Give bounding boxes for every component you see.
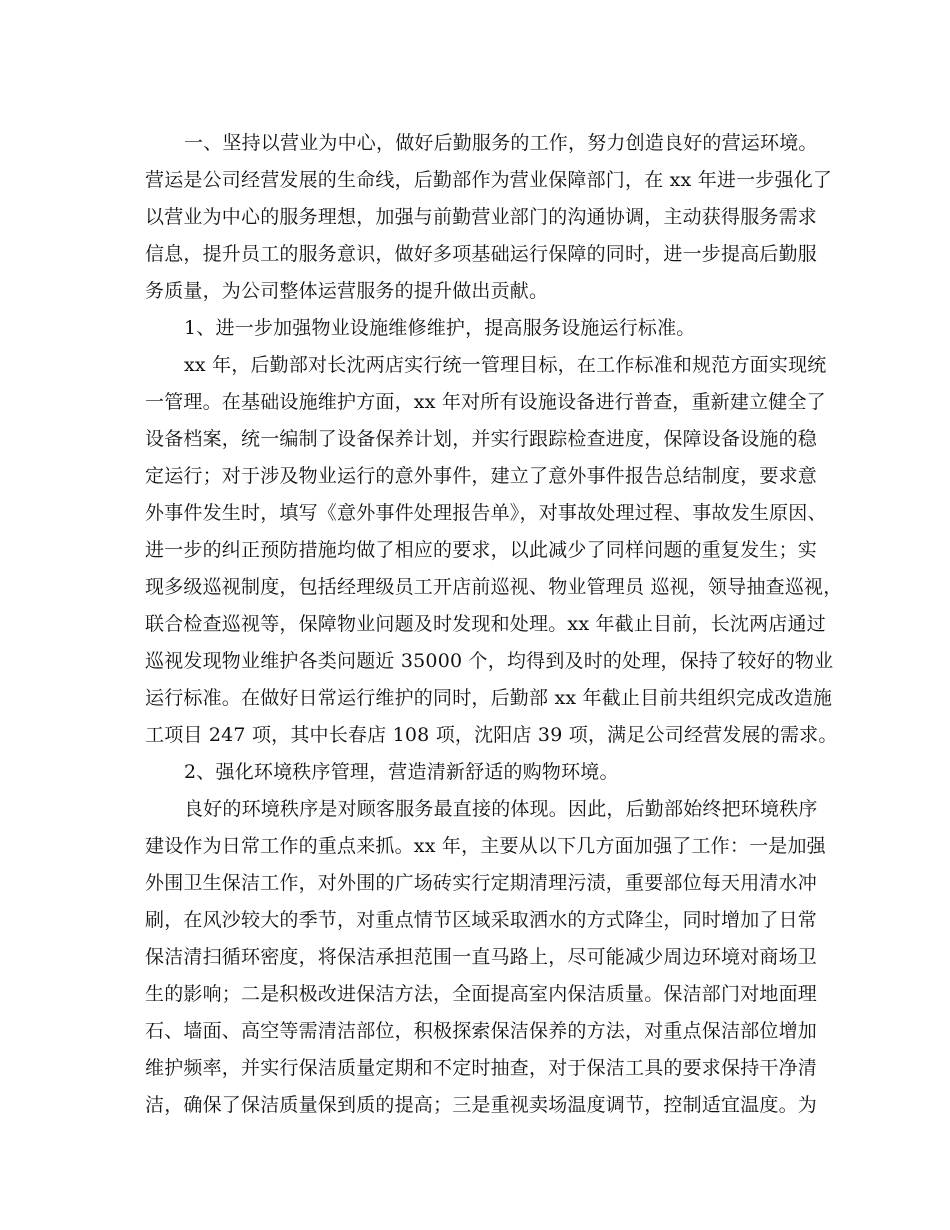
text-line: 外围卫生保洁工作，对外围的广场砖实行定期清理污渍，重要部位每天用清水冲 bbox=[145, 872, 818, 894]
text-line: 一管理。在基础设施维护方面，xx 年对所有设施设备进行普查，重新建立健全了 bbox=[145, 391, 826, 413]
text-line: 石、墙面、高空等需清洁部位，积极探索保洁保养的方法，对重点保洁部位增加 bbox=[145, 1020, 818, 1042]
text-line: 联合检查巡视等，保障物业问题及时发现和处理。xx 年截止目前，长沈两店通过 bbox=[145, 613, 826, 635]
text-line: 良好的环境秩序是对顾客服务最直接的体现。因此，后勤部始终把环境秩序 bbox=[184, 798, 818, 820]
section-heading-1: 1、进一步加强物业设施维修维护，提高服务设施运行标准。 bbox=[184, 317, 696, 339]
text-line: 运行标准。在做好日常运行维护的同时，后勤部 xx 年截止目前共组织完成改造施 bbox=[145, 687, 833, 709]
text-line: 建设作为日常工作的重点来抓。xx 年，主要从以下几方面加强了工作：一是加强 bbox=[145, 835, 826, 857]
text-line: xx 年，后勤部对长沈两店实行统一管理目标，在工作标准和规范方面实现统 bbox=[184, 354, 827, 376]
text-line: 进一步的纠正预防措施均做了相应的要求，以此减少了同样问题的重复发生；实 bbox=[145, 539, 818, 561]
paragraph-heading-1: 一、坚持以营业为中心，做好后勤服务的工作，努力创造良好的营运环境。 bbox=[184, 132, 818, 154]
text-line: 刷，在风沙较大的季节，对重点情节区域采取洒水的方式降尘，同时增加了日常 bbox=[145, 909, 818, 931]
text-line: 以营业为中心的服务理想，加强与前勤营业部门的沟通协调，主动获得服务需求 bbox=[145, 206, 818, 228]
section-heading-2: 2、强化环境秩序管理，营造清新舒适的购物环境。 bbox=[184, 761, 619, 783]
text-line: 设备档案，统一编制了设备保养计划，并实行跟踪检查进度，保障设备设施的稳 bbox=[145, 428, 818, 450]
text-line: 营运是公司经营发展的生命线，后勤部作为营业保障部门，在 xx 年进一步强化了 bbox=[145, 169, 833, 191]
text-line: 维护频率，并实行保洁质量定期和不定时抽查，对于保洁工具的要求保持干净清 bbox=[145, 1057, 818, 1079]
text-line: 生的影响；二是积极改进保洁方法，全面提高室内保洁质量。保洁部门对地面理 bbox=[145, 983, 818, 1005]
text-line: 保洁清扫循环密度，将保洁承担范围一直马路上，尽可能减少周边环境对商场卫 bbox=[145, 946, 818, 968]
text-line: 现多级巡视制度，包括经理级员工开店前巡视、物业管理员 巡视，领导抽查巡视， bbox=[145, 576, 843, 598]
text-line: 洁，确保了保洁质量保到质的提高；三是重视卖场温度调节，控制适宜温度。为 bbox=[145, 1094, 818, 1116]
text-line: 信息，提升员工的服务意识，做好多项基础运行保障的同时，进一步提高后勤服 bbox=[145, 243, 818, 265]
text-line: 定运行；对于涉及物业运行的意外事件，建立了意外事件报告总结制度，要求意 bbox=[145, 465, 818, 487]
text-line: 外事件发生时，填写《意外事件处理报告单》，对事故处理过程、事故发生原因、 bbox=[145, 502, 827, 524]
text-line: 务质量，为公司整体运营服务的提升做出贡献。 bbox=[145, 280, 549, 302]
text-line: 巡视发现物业维护各类问题近 35000 个，均得到及时的处理，保持了较好的物业 bbox=[145, 650, 834, 672]
text-line: 工项目 247 项，其中长春店 108 项，沈阳店 39 项，满足公司经营发展的需求。 bbox=[145, 724, 838, 746]
